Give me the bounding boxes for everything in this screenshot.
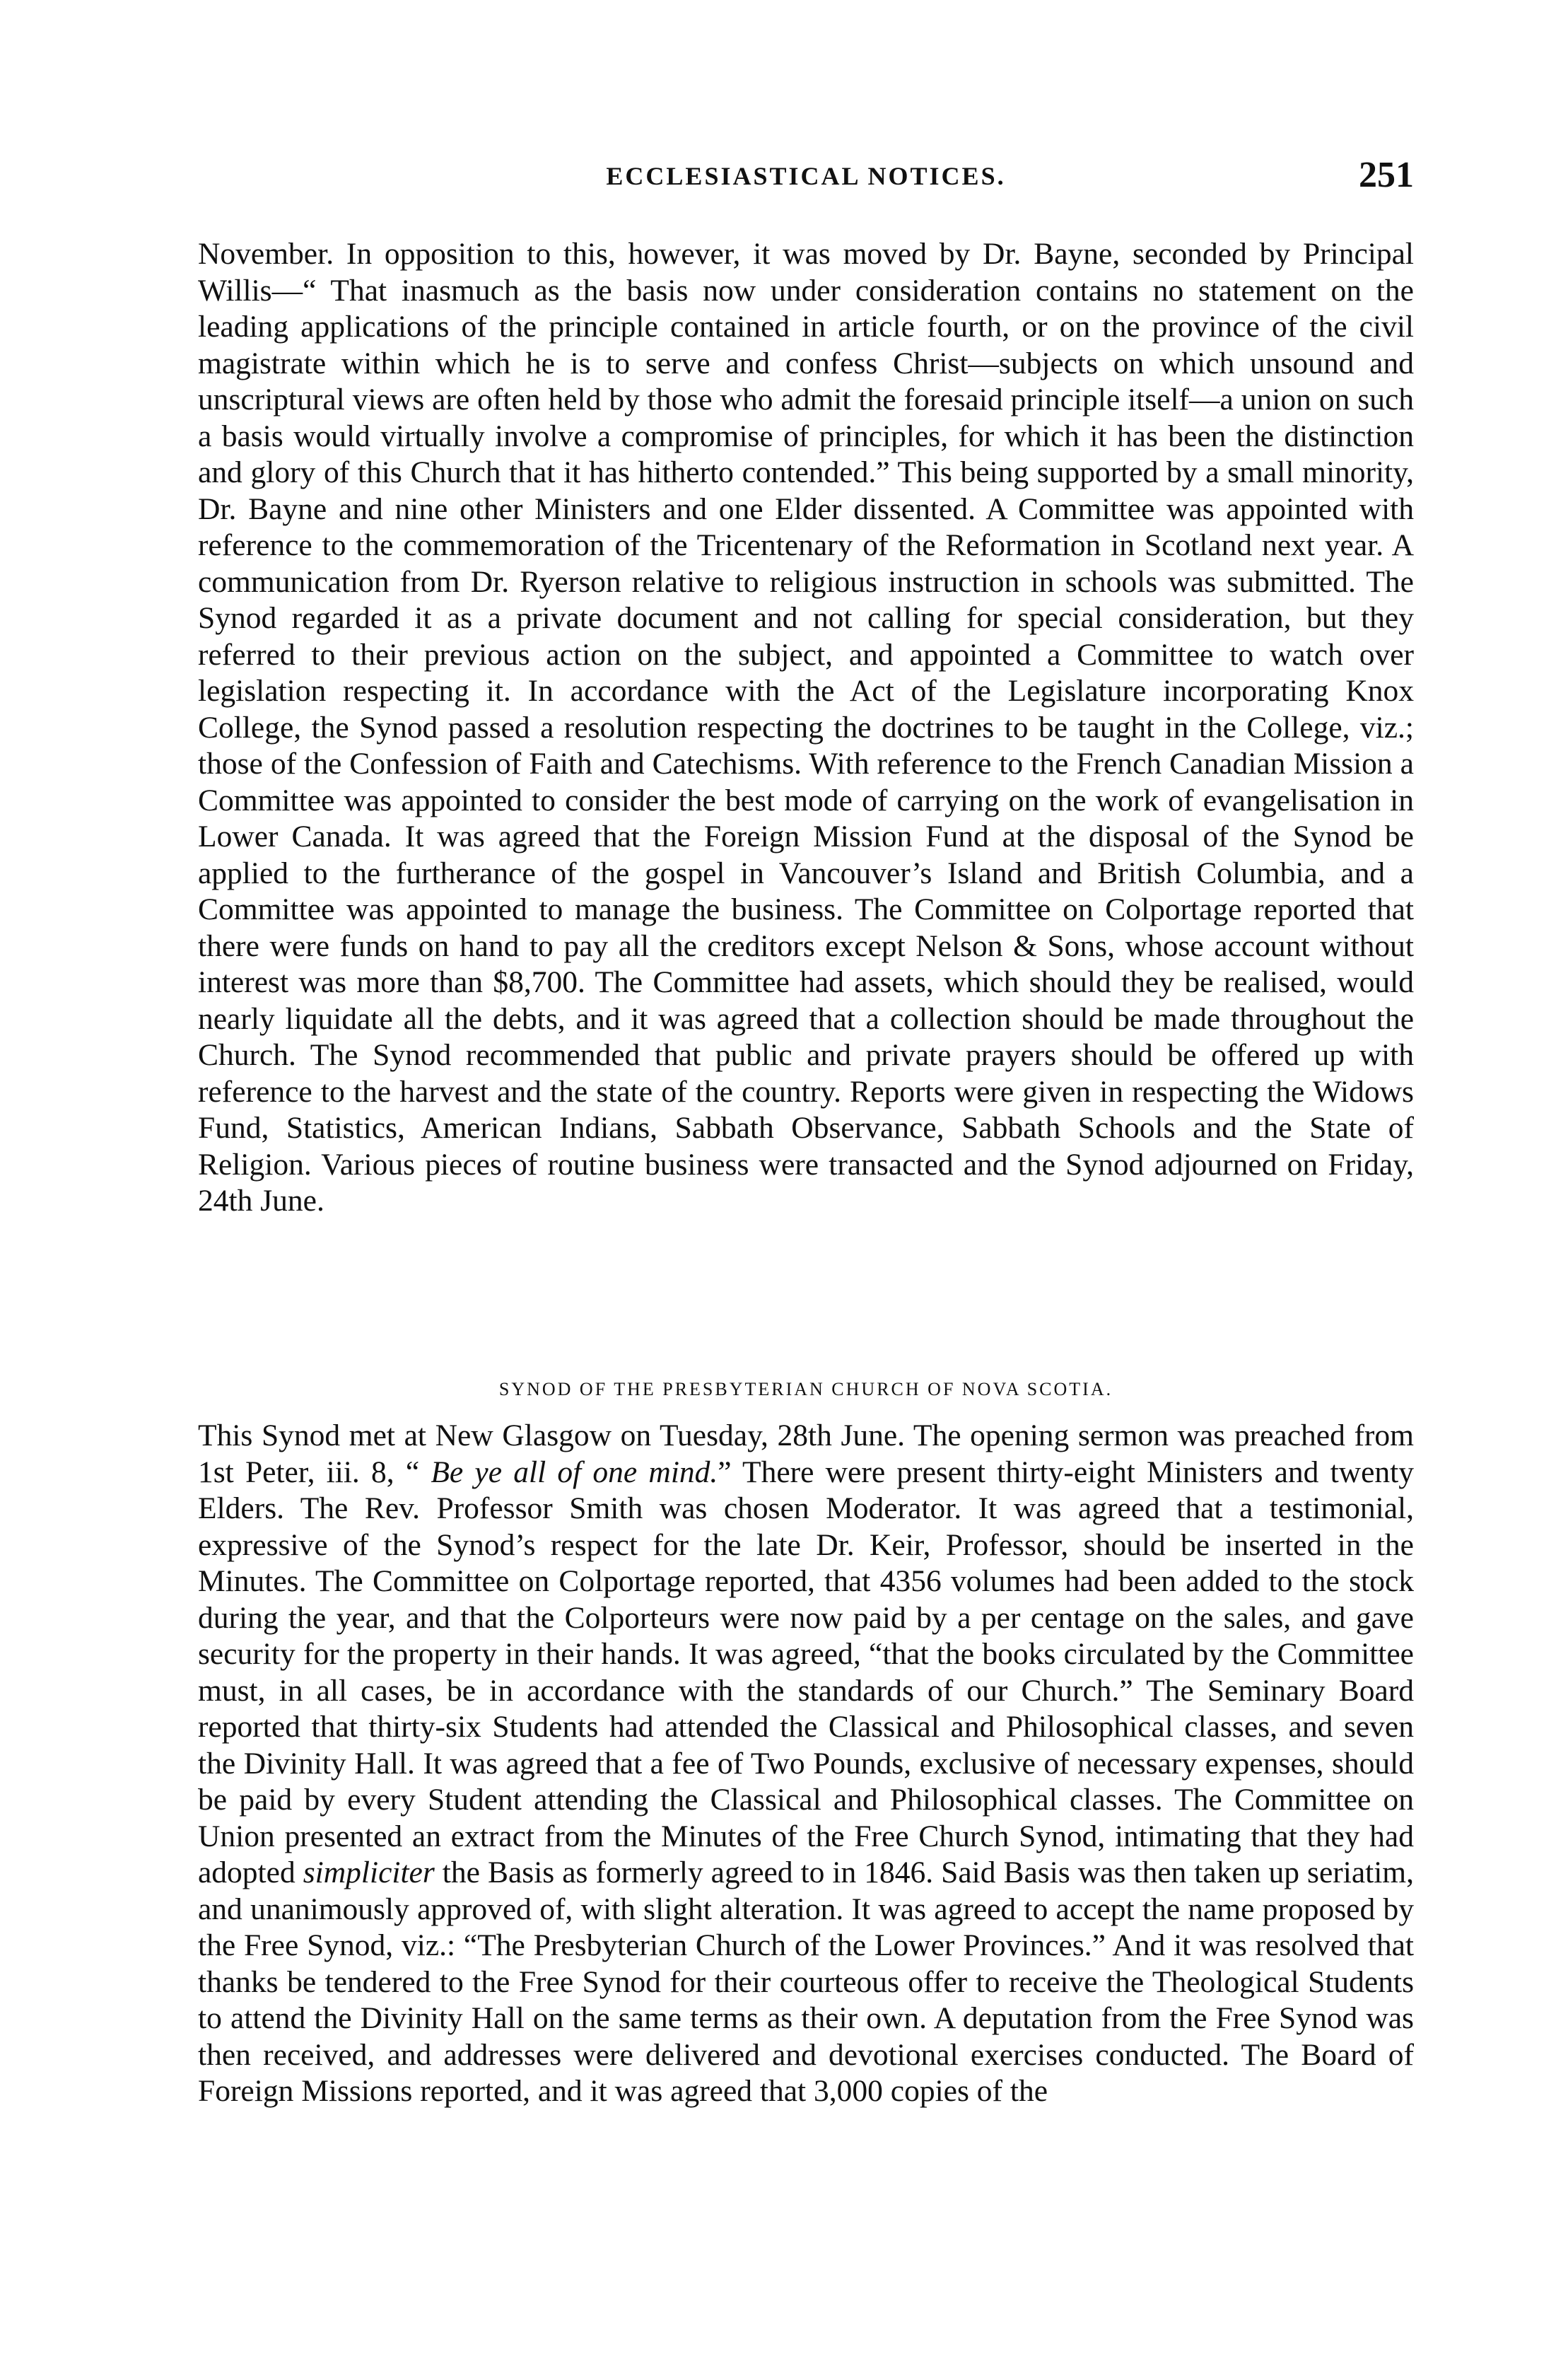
paragraph-text-part: ” There were present thirty-eight Ministers and twenty Elders. The Rev. Professor Smith was chosen Moderator. It was agreed that a testimonial, expressive of the Synod’s respect for the late Dr. Keir, Professor, should be inserted in the Minutes. The Committee on Colportage reported, that 4356 volumes had been added to the stock during the year, and that the Colporteurs were now paid by a per centage on the sales, and gave security for the property in their hands. It was agreed, “that the books circulated by the Committee must, in all cases, be in accordance with the standards of our Church.” The Seminary Board reported that thirty-six Students had attended the Classical and Philosophical classes, and seven the Divinity Hall. It was agreed that a fee of Two Pounds, exclusive of necessary expenses, should be paid by every Student attending the Classical and Philosophical classes. The Committee on Union presented an extract from the Minutes of the Free Church Synod, intimating that they had adopted xyxy=(198,1455,1414,1889)
section-heading: SYNOD OF THE PRESBYTERIAN CHURCH OF NOVA SCOTIA. xyxy=(498,1379,1113,1399)
paragraph-text-part: This Synod met at New Glasgow on Tuesday, 28th June. The opening sermon was preached from 1st Peter, iii. 8, “ xyxy=(198,1418,1414,1489)
paragraph-nova-scotia-synod xyxy=(198,1418,1414,2110)
paragraph-canada-synod: November. In opposition to this, however, it was moved by Dr. Bayne, seconded by Principal Willis—“ That inasmuch as the basis now under consideration contains no statement on the leading applications of the principle contained in article fourth, or on the province of the civil magistrate within which he is to serve and confess Christ—subjects on which unsound and unscriptural views are often held by those who admit the foresaid principle itself—a union on such a basis would virtually involve a compromise of principles, for which it has been the distinction and glory of this Church that it has hitherto contended.” This being supported by a small minority, Dr. Bayne and nine other Ministers and one Elder dissented. A Committee was appointed with reference to the commemoration of the Tricentenary of the Reformation in Scotland next year. A communication from Dr. Ryerson relative to religious instruction in schools was submitted. The Synod regarded it as a private document and not calling for special consideration, but they referred to their previous action on the subject, and appointed a Committee to watch over legislation respecting it. In accordance with the Act of the Legislature incorporating Knox College, the Synod passed a resolution respecting the doctrines to be taught in the College, viz.; those of the Confession of Faith and Catechisms. With reference to the French Canadian Mission a Committee was appointed to consider the best mode of carrying on the work of evangelisation in Lower Canada. It was agreed that the Foreign Mission Fund at the disposal of the Synod be applied to the furtherance of the gospel in Vancouver’s Island and British Columbia, and a Committee was appointed to manage the business. The Committee on Colportage reported that there were funds on hand to pay all the creditors except Nelson & Sons, whose account without interest was more than $8,700. The Committee had assets, which should they be realised, would nearly liquidate all the debts, and it was agreed that a collection should be made throughout the Church. The Synod recommended that public and private prayers should be offered up with reference to the harvest and the state of the country. Reports were given in respecting the Widows Fund, Statistics, American Indians, Sabbath Observance, Sabbath Schools and the State of Religion. Various pieces of routine business were transacted and the Synod adjourned on Friday, 24th June. xyxy=(198,237,1414,1218)
running-head xyxy=(198,154,1414,197)
nova-scotia-synod-article xyxy=(198,1418,1414,2110)
page-number: 251 xyxy=(1359,155,1414,195)
running-title: ECCLESIASTICAL NOTICES. xyxy=(606,162,1006,190)
italic-term: simpliciter xyxy=(303,1856,435,1889)
paragraph-text-part: the Basis as formerly agreed to in 1846. Said Basis was then taken up seriatim, and unanimously approved of, with slight alteration. It was agreed to accept the name proposed by the Free Synod, viz.: “The Presbyterian Church of the Lower Provinces.” And it was resolved that thanks be tendered to the Free Synod for their courteous offer to receive the Theological Students to attend the Divinity Hall on the same terms as their own. A deputation from the Free Synod was then received, and addresses were delivered and devotional exercises conducted. The Board of Foreign Missions reported, and it was agreed that 3,000 copies of the xyxy=(198,1856,1415,2108)
scripture-quote: Be ye all of one mind. xyxy=(431,1455,718,1489)
article-continuation xyxy=(198,236,1414,1220)
